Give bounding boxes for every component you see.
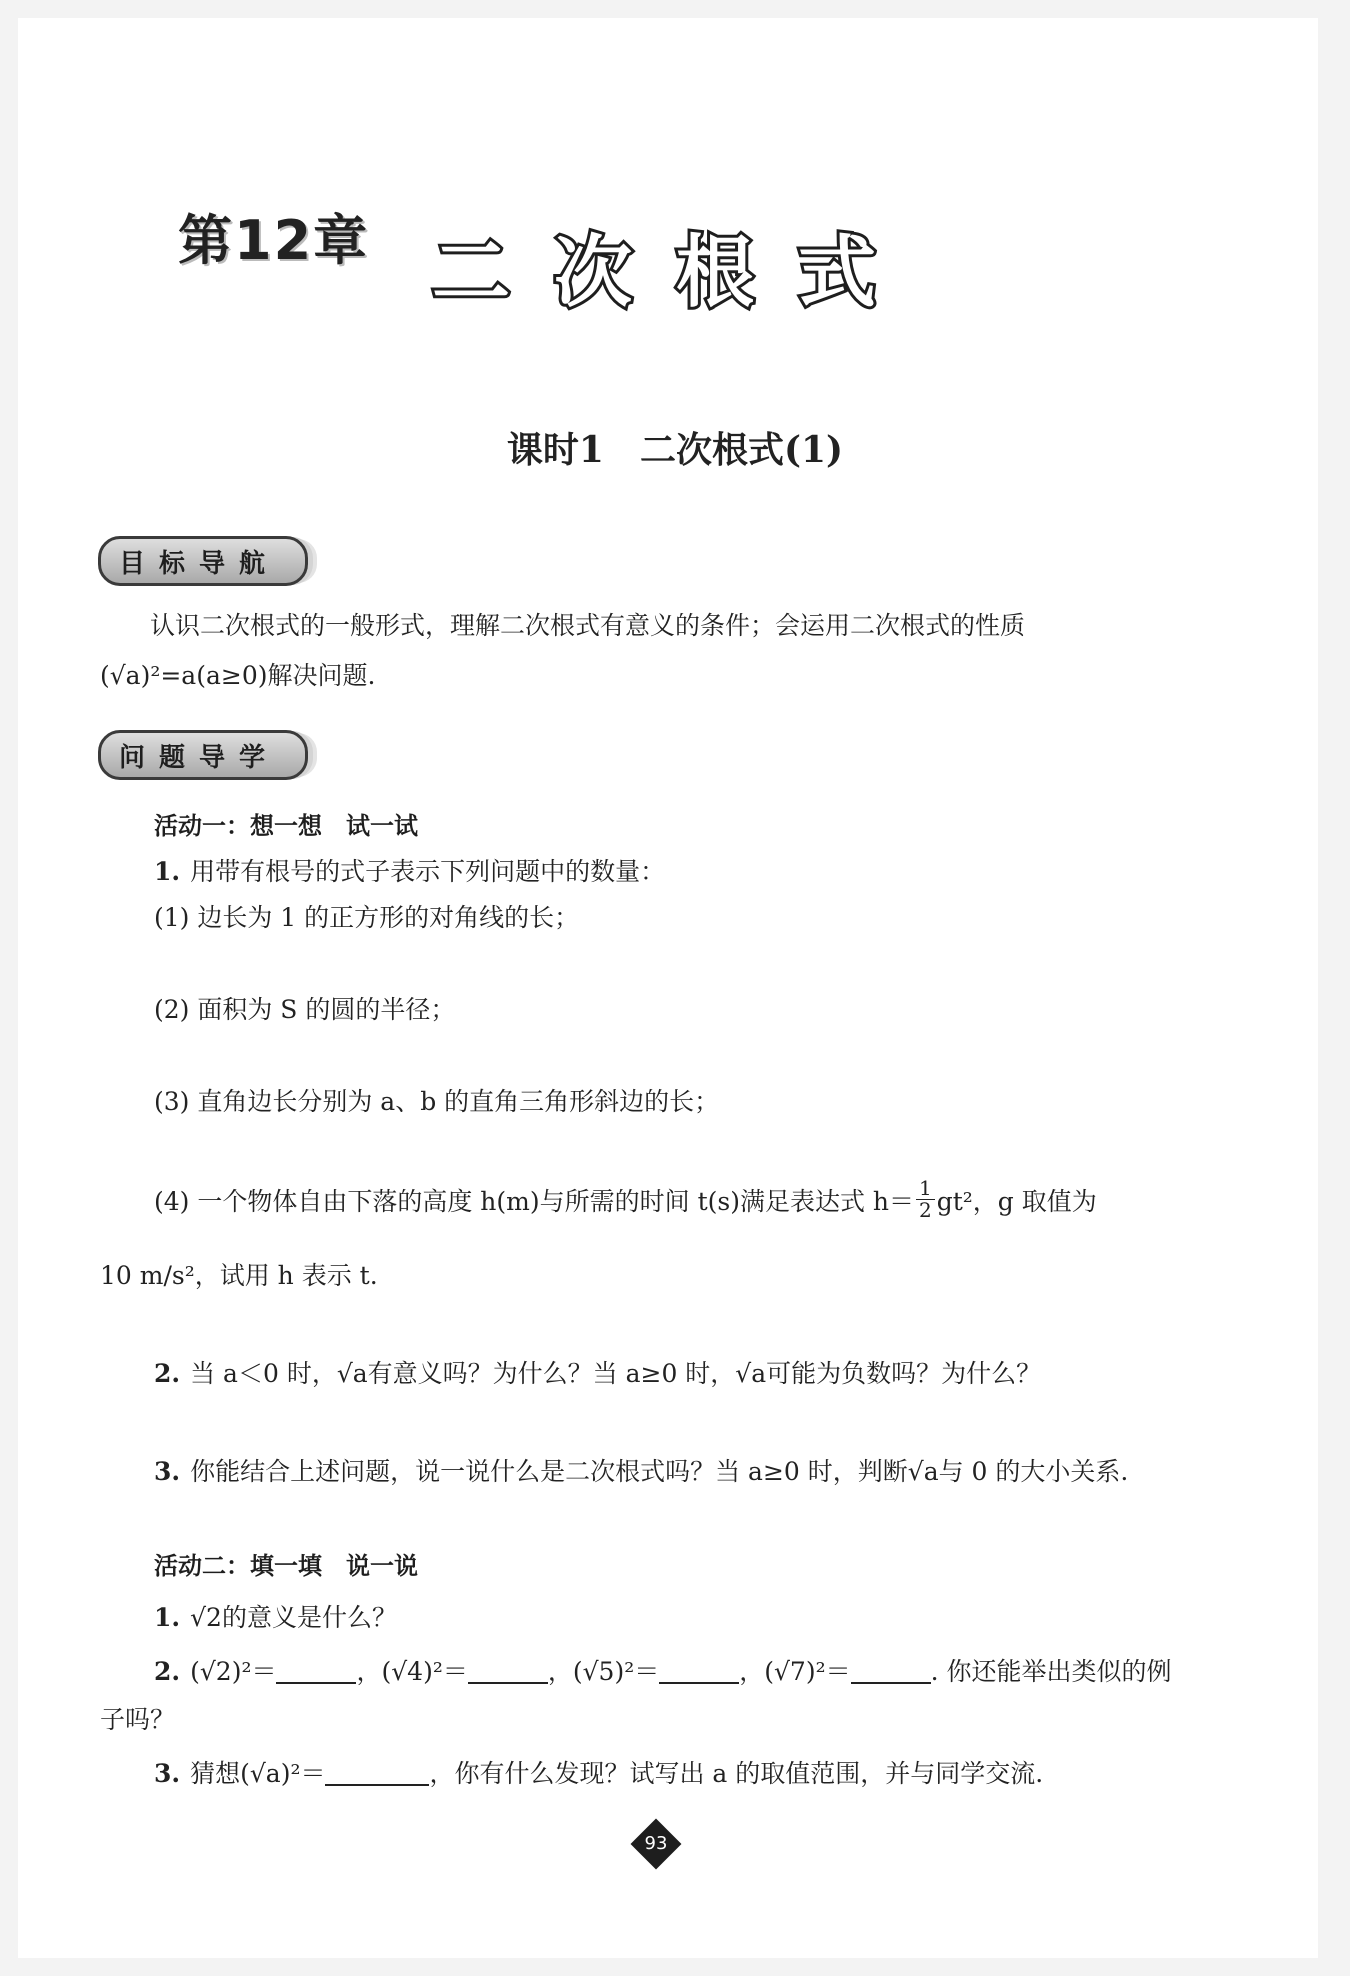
a1-q1-part-4-line-2: 10 m/s²，试用 h 表示 t.: [100, 1261, 378, 1290]
answer-blank-5[interactable]: [325, 1762, 429, 1786]
a1-q2-text: 当 a＜0 时，√a有意义吗？为什么？当 a≥0 时，√a可能为负数吗？为什么？: [190, 1359, 1042, 1388]
a2-q2-part-4: ，(√7)²＝: [739, 1657, 851, 1686]
fraction-one-half: [916, 1178, 935, 1221]
a2-question-2-line-2: 子吗？: [100, 1705, 176, 1734]
goal-paragraph: [100, 606, 1220, 696]
a2-q1-number: 1.: [154, 1603, 181, 1632]
lesson-title: 课时1 二次根式(1): [506, 429, 844, 471]
page-number: 93: [644, 1833, 668, 1854]
a2-question-1: [154, 1598, 397, 1634]
goal-line-2: (√a)²=a(a≥0)解决问题.: [100, 661, 376, 690]
activity2-heading: 活动二：填一填 说一说: [154, 1552, 418, 1580]
a1-q1-part-1: (1) 边长为 1 的正方形的对角线的长；: [154, 903, 580, 932]
a1-question-2: [154, 1354, 1041, 1390]
a2-question-3: [154, 1754, 1043, 1790]
section-tab-goal: [98, 538, 308, 584]
section-tab-goal-label: 目标导航: [98, 536, 308, 586]
a1-q1-part-2: (2) 面积为 S 的圆的半径；: [154, 995, 456, 1024]
section-tab-guide: [98, 732, 308, 778]
a2-q3-part-2: ，你有什么发现？试写出 a 的取值范围，并与同学交流.: [429, 1759, 1044, 1788]
a2-q3-part-1: 猜想(√a)²＝: [190, 1759, 326, 1788]
a2-q2-part-3: ，(√5)²＝: [547, 1657, 660, 1686]
a1-q2-number: 2.: [154, 1359, 181, 1388]
a2-question-2: [154, 1652, 1172, 1688]
a1-question-3: [154, 1452, 1128, 1488]
answer-blank-2[interactable]: [468, 1660, 548, 1684]
answer-blank-1[interactable]: [276, 1660, 356, 1684]
a2-q3-number: 3.: [154, 1759, 181, 1788]
fraction-numerator: 1: [916, 1178, 935, 1200]
a1-q1-text: 用带有根号的式子表示下列问题中的数量：: [190, 857, 666, 886]
answer-blank-4[interactable]: [851, 1660, 931, 1684]
activity1-heading: 活动一：想一想 试一试: [154, 812, 418, 840]
a1-q1-part-3: (3) 直角边长分别为 a、b 的直角三角形斜边的长；: [154, 1087, 720, 1116]
a1-q1-number: 1.: [154, 857, 181, 886]
a1-q3-text: 你能结合上述问题，说一说什么是二次根式吗？当 a≥0 时，判断√a与 0 的大小关系.: [190, 1457, 1129, 1486]
page-number-badge: [634, 1822, 678, 1866]
a2-q2-part-1: (√2)²＝: [190, 1657, 277, 1686]
a2-q2-part-2: ，(√4)²＝: [356, 1657, 468, 1686]
section-tab-guide-label: 问题导学: [98, 730, 308, 780]
goal-line-1: 认识二次根式的一般形式，理解二次根式有意义的条件；会运用二次根式的性质: [150, 611, 1026, 640]
a2-q2-number: 2.: [154, 1657, 181, 1686]
a1-q1-4-after: gt²，g 取值为: [936, 1186, 1097, 1216]
answer-blank-3[interactable]: [659, 1660, 739, 1684]
a2-q2-part-5: . 你还能举出类似的例: [930, 1657, 1172, 1686]
a2-q1-text: √2的意义是什么？: [190, 1603, 397, 1632]
chapter-label: 第12章: [178, 209, 370, 272]
a1-question-1: [154, 852, 665, 888]
fraction-denominator: 2: [919, 1198, 932, 1222]
chapter-title: 二次根式: [432, 228, 921, 318]
a1-q3-number: 3.: [154, 1457, 181, 1486]
a1-q1-4-before: (4) 一个物体自由下落的高度 h(m)与所需的时间 t(s)满足表达式 h＝: [154, 1186, 914, 1216]
a1-q1-part-4: [154, 1178, 1097, 1221]
